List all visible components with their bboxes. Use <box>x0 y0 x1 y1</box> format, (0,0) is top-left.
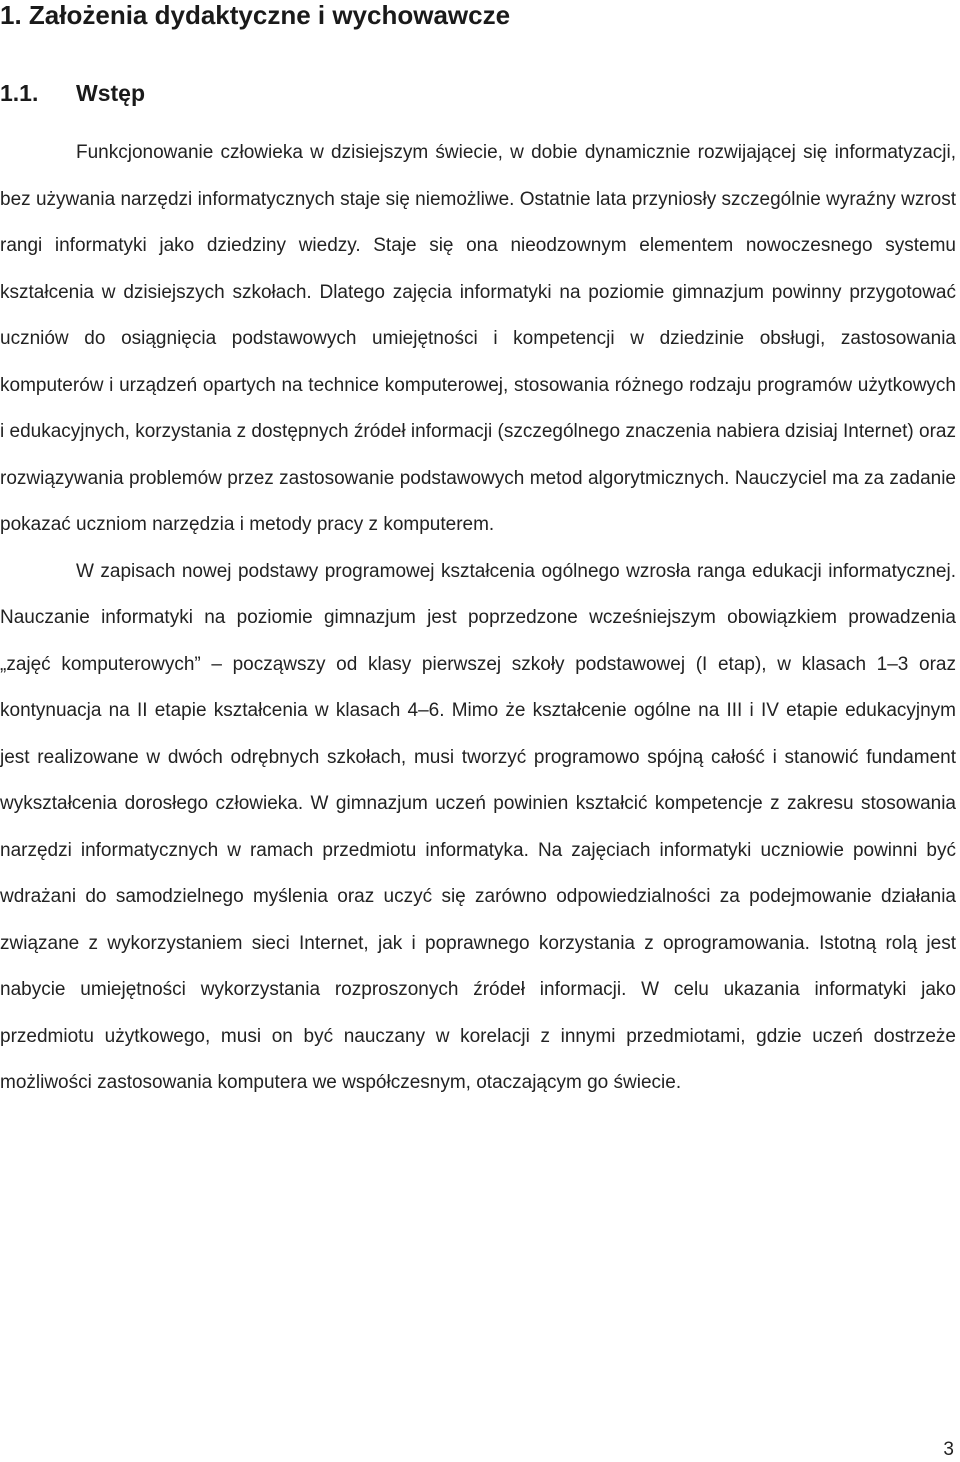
paragraph-1: Funkcjonowanie człowieka w dzisiejszym świecie, w dobie dynamicznie rozwijającej się informatyzacji, bez używania narzędzi informatycznych staje się niemożliwe. Ostatnie lata przyniosły szczególnie wyraźny wzrost rangi informatyki jako dziedziny wiedzy. Staje się ona nieodzownym elementem nowoczesnego systemu kształcenia w dzisiejszych szkołach. Dlatego zajęcia informatyki na poziomie gimnazjum powinny przygotować uczniów do osiągnięcia podstawowych umiejętności i kompetencji w dziedzinie obsługi, zastosowania komputerów i urządzeń opartych na technice komputerowej, stosowania różnego rodzaju programów użytkowych i edukacyjnych, korzystania z dostępnych źródeł informacji (szczególnego znaczenia nabiera dzisiaj Internet) oraz rozwiązywania problemów przez zastosowanie podstawowych metod algorytmicznych. Nauczyciel ma za zadanie pokazać uczniom narzędzia i metody pracy z komputerem. <box>0 142 956 535</box>
paragraph-2: W zapisach nowej podstawy programowej kształcenia ogólnego wzrosła ranga edukacji informatycznej. Nauczanie informatyki na poziomie gimnazjum jest poprzedzone wcześniejszym obowiązkiem prowadzenia „zajęć komputerowych” – począwszy od klasy pierwszej szkoły podstawowej (I etap), w klasach 1–3 oraz kontynuacja na II etapie kształcenia w klasach 4–6. Mimo że kształcenie ogólne na III i IV etapie edukacyjnym jest realizowane w dwóch odrębnych szkołach, musi tworzyć programowo spójną całość i stanowić fundament wykształcenia dorosłego człowieka. W gimnazjum uczeń powinien kształcić kompetencje z zakresu stosowania narzędzi informatycznych w ramach przedmiotu informatyka. Na zajęciach informatyki uczniowie powinni być wdrażani do samodzielnego myślenia oraz uczyć się zarówno odpowiedzialności za podejmowanie działania związane z wykorzystaniem sieci Internet, jak i poprawnego korzystania z oprogramowania. Istotną rolą jest nabycie umiejętności wykorzystania rozproszonych źródeł informacji. W celu ukazania informatyki jako przedmiotu użytkowego, musi on być nauczany w korelacji z innymi przedmiotami, gdzie uczeń dostrzeże możliwości zastosowania komputera we współczesnym, otaczającym go świecie. <box>0 560 956 1093</box>
section-heading <box>0 78 960 108</box>
chapter-heading: 1. Założenia dydaktyczne i wychowawcze <box>0 0 511 30</box>
section-body <box>0 130 956 1107</box>
page-number: 3 <box>943 1439 954 1460</box>
section-number: 1.1. <box>0 80 39 106</box>
section-title: Wstęp <box>76 80 145 106</box>
